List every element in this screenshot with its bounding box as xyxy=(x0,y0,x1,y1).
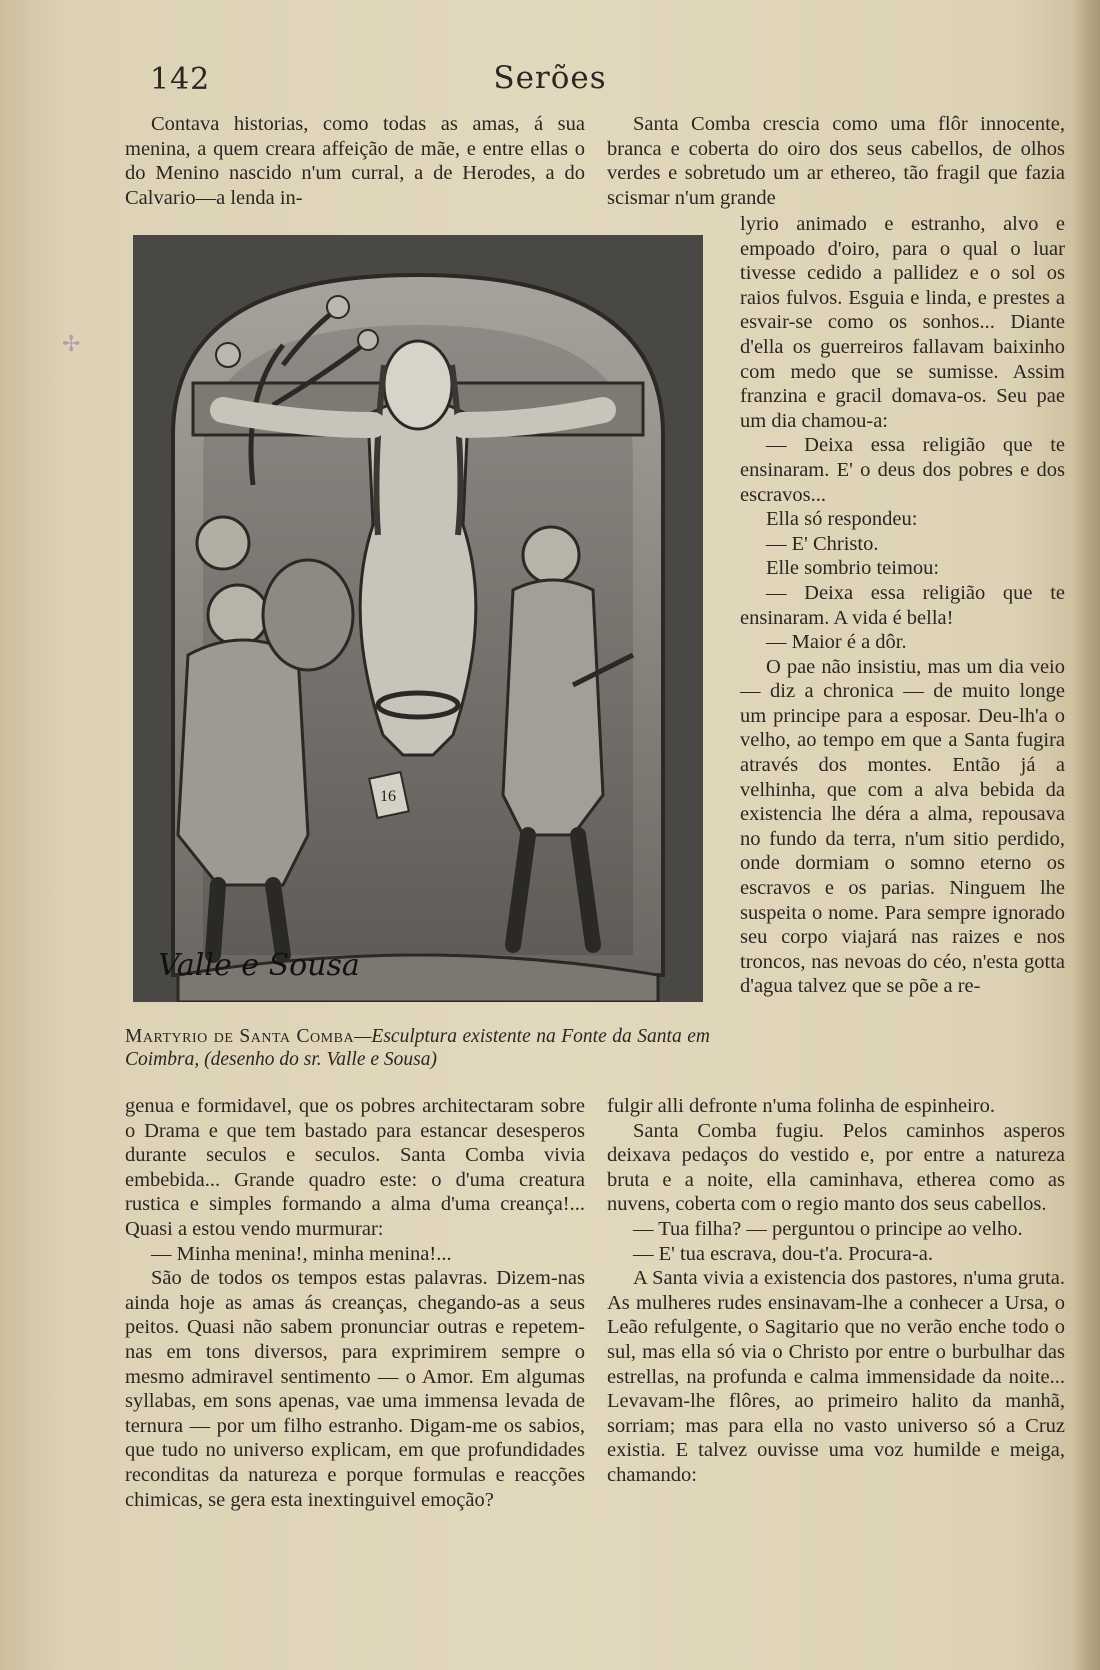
figure-number-tag: 16 xyxy=(380,788,396,805)
paragraph: Santa Comba fugiu. Pelos caminhos asperos deixava pedaços do vestido e, por entre a natureza bruta e a noite, ella caminhava, etherea como as nuvens, coberta com o regio manto dos seus cabellos. xyxy=(607,1119,1065,1216)
right-column-top xyxy=(607,112,1065,210)
page-number: 142 xyxy=(150,62,211,97)
ink-mark: ✢ xyxy=(62,332,81,357)
paragraph: São de todos os tempos estas palavras. Dizem-nas ainda hoje as amas ás creanças, chegando-as a seus peitos. Quasi não sabem pronunciar outras e repetem-nas em tons diversos, para exprimirem sempre o mesmo admiravel sentimento — o Amor. Em algumas syllabas, em sons apenas, vae uma immensa levada de ternura — por um filho estranho. Digam-me os sabios, que tudo no universo explicam, em que profundidades reconditas da natureza e porque formulas e reacções chimicas, se gera esta inextinguivel emoção? xyxy=(125,1267,585,1511)
figure-caption xyxy=(125,1025,710,1071)
paragraph: lyrio animado e estranho, alvo e empoado d'oiro, para o qual o luar tivesse cedido a pallidez e o sol os raios fulvos. Esguia e linda, e prestes a esvair-se como os sonhos... Diante d'ella os guerreiros fallavam baixinho com medo que se sumisse. Assim franzina e gracil domava-os. Seu pae um dia chamou-a: xyxy=(740,213,1065,432)
paragraph: fulgir alli defronte n'uma folinha de espinheiro. xyxy=(607,1095,995,1117)
paragraph: Santa Comba crescia como uma flôr innocente, branca e coberta do oiro dos seus cabellos, de olhos verdes e sobretudo um ar ethereo, tão fragil que fazia scismar n'um grande xyxy=(607,113,1065,209)
artist-signature: Valle e Sousa xyxy=(158,948,360,983)
left-column-top xyxy=(125,112,585,210)
dialogue-line: — E' tua escrava, dou-t'a. Procura-a. xyxy=(633,1242,933,1265)
sculpture-drawing xyxy=(133,235,703,1002)
right-column-narrow xyxy=(740,212,1065,999)
caption-description: —Esculptura existente na Fonte da Santa em Coimbra, (desenho do sr. Valle e Sousa) xyxy=(125,1026,710,1070)
paragraph: A Santa vivia a existencia dos pastores, n'uma gruta. As mulheres rudes ensinavam-lhe a conhecer a Ursa, o Leão refulgente, o Sagitario que no verão enche todo o sul, mas ella só via o Christo por entre o burbulhar das estrellas, na profunda e calma immensidade da noite... Levavam-lhe flôres, ao primeiro halito da manhã, sorriam; mas para ella no vasto universo só a Cruz existia. E talvez ouvisse uma voz humilde e meiga, chamando: xyxy=(607,1267,1065,1486)
page-edge-shadow xyxy=(1072,0,1100,1670)
paragraph: O pae não insistiu, mas um dia veio — diz a chronica — de muito longe um principe para a esposar. Deu-lh'a o velho, ao tempo em que a Santa fugira através dos montes. Então já a velhinha, que com a alva bebida da existencia lhe déra a alma, repousava no fundo da terra, n'um sitio perdido, onde dormiam o somno eterno os escravos e os parias. Ninguem lhe suspeita o nome. Para sempre ignorado seu corpo viajará nas raizes e nos troncos, nas nevoas do céo, n'esta gotta d'agua talvez que se põe a re- xyxy=(740,655,1065,998)
dialogue-line: — Deixa essa religião que te ensinaram. A vida é bella! xyxy=(740,581,1065,629)
paragraph: Elle sombrio teimou: xyxy=(766,557,940,580)
saint-head xyxy=(384,341,452,429)
soldier-left xyxy=(178,640,308,885)
figure-illustration xyxy=(133,235,703,1002)
dialogue-line: — Deixa essa religião que te ensinaram. E' o deus dos pobres e dos escravos... xyxy=(740,434,1065,506)
paragraph: genua e formidavel, que os pobres architectaram sobre o Drama e que tem bastado para estancar desesperos durante seculos e seculos. Santa Comba vivia embebida... Grande quadro este: o d'uma creatura rustica e simples formando a alma d'uma creança!... Quasi a estou vendo murmurar: xyxy=(125,1095,585,1240)
dialogue-line: — Minha menina!, minha menina!... xyxy=(151,1242,452,1265)
left-column-bottom xyxy=(125,1094,585,1512)
running-title: Serões xyxy=(493,60,607,96)
soldier-right xyxy=(503,580,603,835)
dialogue-line: — Tua filha? — perguntou o principe ao velho. xyxy=(633,1217,1023,1240)
right-column-bottom xyxy=(607,1094,1065,1488)
caption-title: Martyrio de Santa Comba xyxy=(125,1026,355,1047)
dialogue-line: — Maior é a dôr. xyxy=(766,631,907,654)
paragraph: Contava historias, como todas as amas, á sua menina, a quem creara affeição de mãe, e entre ellas o do Menino nascido n'um curral, a de Herodes, a do Calvario—a lenda in- xyxy=(125,113,585,209)
dialogue-line: — E' Christo. xyxy=(766,532,879,555)
paragraph: Ella só respondeu: xyxy=(766,508,918,531)
page-header xyxy=(0,62,1100,102)
